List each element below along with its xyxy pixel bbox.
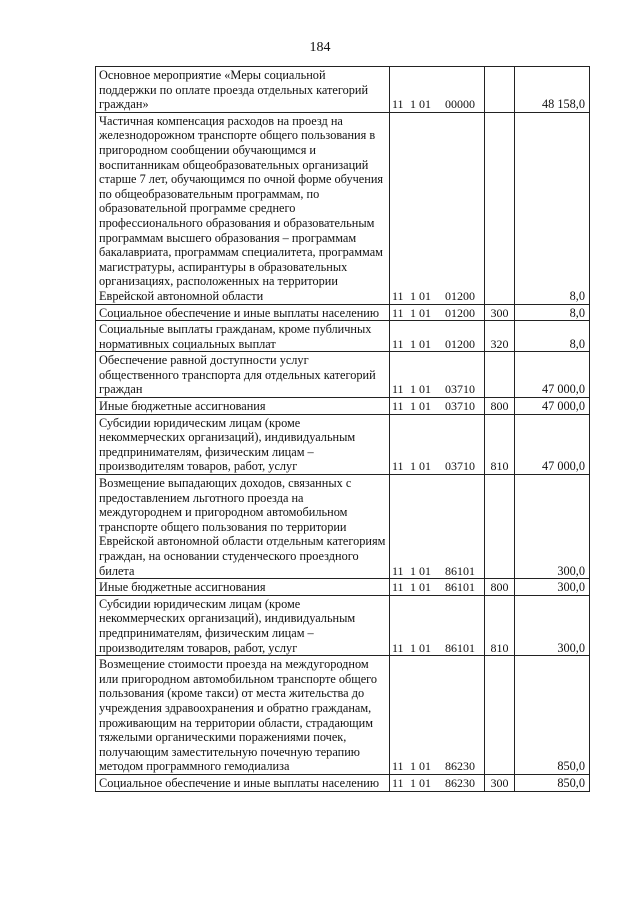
table-row [96,304,590,321]
table-row [96,774,590,791]
row-code: 11 1 01 86230 [390,656,485,775]
page-number: 184 [309,40,331,55]
row-name: Субсидии юридическим лицам (кроме некоммерческих организаций), индивидуальным предпринимателям, физическим лицам – производителям товаров, работ, услуг [96,414,390,474]
row-expense-type [485,67,515,113]
table-row [96,595,590,655]
row-expense-type [485,112,515,304]
table-row [96,112,590,304]
row-expense-type: 300 [485,304,515,321]
table-row [96,352,590,398]
row-sum: 8,0 [515,304,590,321]
row-sum: 47 000,0 [515,414,590,474]
row-sum: 47 000,0 [515,398,590,415]
row-sum: 8,0 [515,321,590,352]
row-code: 11 1 01 00000 [390,67,485,113]
row-name: Социальное обеспечение и иные выплаты населению [96,774,390,791]
row-code: 11 1 01 86101 [390,475,485,579]
row-code: 11 1 01 01200 [390,112,485,304]
row-name: Основное мероприятие «Меры социальной поддержки по оплате проезда отдельных категорий граждан» [96,67,390,113]
row-name: Возмещение стоимости проезда на междугородном или пригородном автомобильном транспорте общего пользования (кроме такси) от места жительства до учреждения здравоохранения и обратно гражданам, проживающим на территории области, страдающим тяжелыми органическими поражениями почек, получающим заместительную почечную терапию методом программного гемодиализа [96,656,390,775]
table-row [96,67,590,113]
row-expense-type: 810 [485,595,515,655]
table-row [96,321,590,352]
row-code: 11 1 01 86230 [390,774,485,791]
row-expense-type: 800 [485,579,515,596]
row-code: 11 1 01 01200 [390,321,485,352]
table-row [96,579,590,596]
row-sum: 300,0 [515,579,590,596]
row-sum: 300,0 [515,475,590,579]
row-sum: 850,0 [515,656,590,775]
row-code: 11 1 01 86101 [390,579,485,596]
row-code: 11 1 01 86101 [390,595,485,655]
row-expense-type [485,656,515,775]
row-expense-type [485,475,515,579]
row-expense-type: 800 [485,398,515,415]
row-name: Возмещение выпадающих доходов, связанных с предоставлением льготного проезда на междугороднем и пригородном автомобильном транспорте общего пользования по территории Еврейской автономной области отдельным категориям граждан, на основании студенческого проездного билета [96,475,390,579]
table-row [96,656,590,775]
row-sum: 48 158,0 [515,67,590,113]
row-name: Обеспечение равной доступности услуг общественного транспорта для отдельных категорий граждан [96,352,390,398]
table-row [96,475,590,579]
row-code: 11 1 01 03710 [390,398,485,415]
row-expense-type: 300 [485,774,515,791]
row-name: Субсидии юридическим лицам (кроме некоммерческих организаций), индивидуальным предпринимателям, физическим лицам – производителям товаров, работ, услуг [96,595,390,655]
budget-table [95,66,590,792]
row-code: 11 1 01 03710 [390,414,485,474]
table-row [96,398,590,415]
row-expense-type: 810 [485,414,515,474]
row-sum: 47 000,0 [515,352,590,398]
row-sum: 300,0 [515,595,590,655]
row-sum: 8,0 [515,112,590,304]
row-name: Социальные выплаты гражданам, кроме публичных нормативных социальных выплат [96,321,390,352]
row-name: Частичная компенсация расходов на проезд на железнодорожном транспорте общего пользования в пригородном сообщении обучающимся и воспитанникам общеобразовательных организаций старше 7 лет, обучающимся по очной форме обучения по общеобразовательным программам, по образовательной программе среднего профессионального образования и образовательным программам высшего образования – программам бакалавриата, программам специалитета, программам магистратуры, аспирантуры в образовательных организациях, расположенных на территории Еврейской автономной области [96,112,390,304]
row-name: Социальное обеспечение и иные выплаты населению [96,304,390,321]
row-code: 11 1 01 03710 [390,352,485,398]
row-sum: 850,0 [515,774,590,791]
row-expense-type: 320 [485,321,515,352]
row-code: 11 1 01 01200 [390,304,485,321]
table-row [96,414,590,474]
row-expense-type [485,352,515,398]
row-name: Иные бюджетные ассигнования [96,579,390,596]
row-name: Иные бюджетные ассигнования [96,398,390,415]
